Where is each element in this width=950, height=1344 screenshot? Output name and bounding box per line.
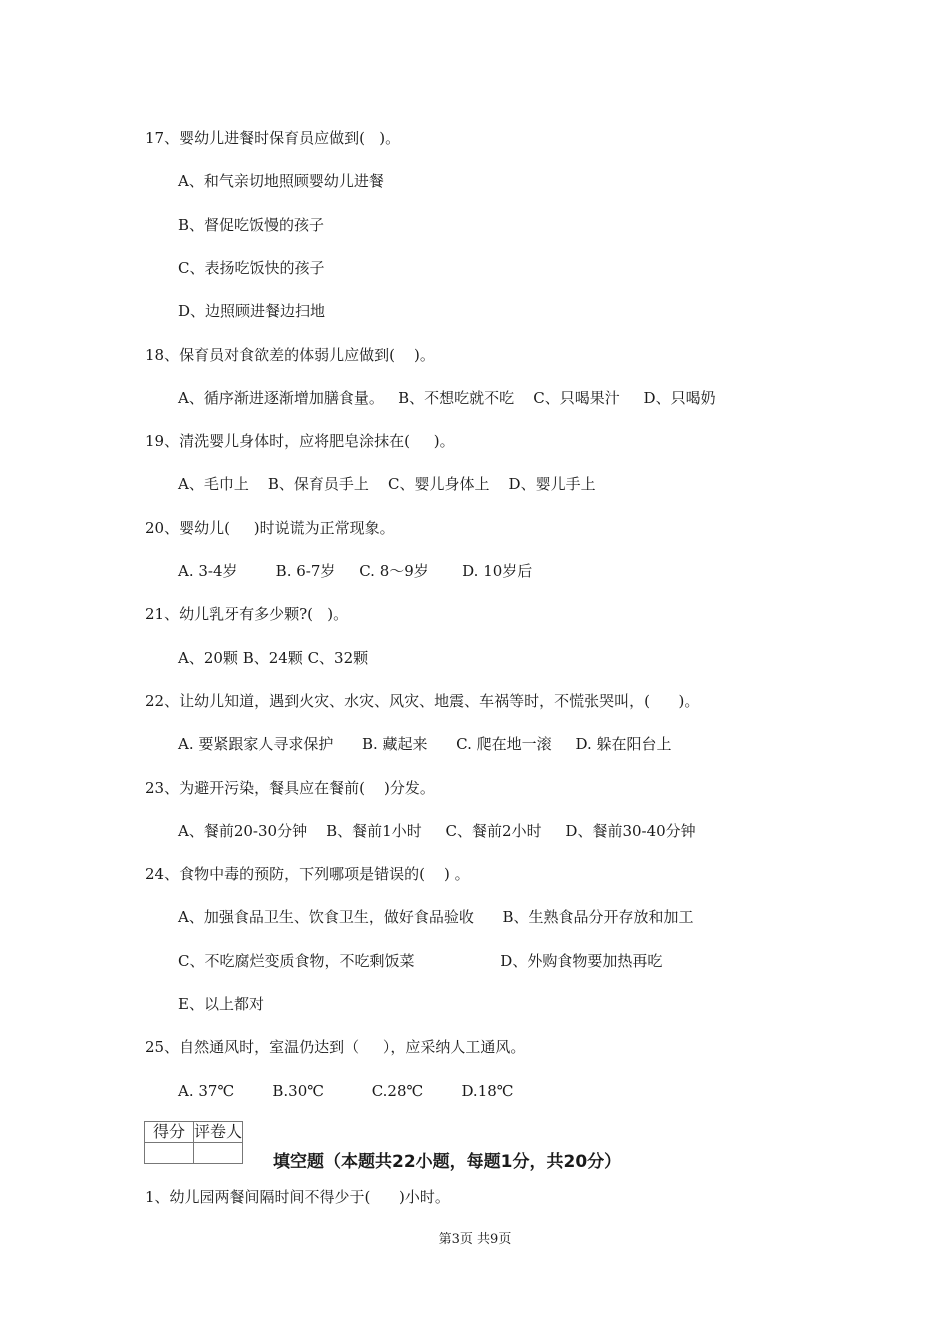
- question-option: A、餐前20-30分钟 B、餐前1小时 C、餐前2小时 D、餐前30-40分钟: [178, 822, 696, 840]
- score-cell: [145, 1143, 194, 1164]
- grader-label: 评卷人: [194, 1122, 243, 1141]
- score-table: [144, 1121, 243, 1164]
- question-option: C、不吃腐烂变质食物，不吃剩饭菜 D、外购食物要加热再吃: [178, 952, 663, 970]
- question-stem: 17、婴幼儿进餐时保育员应做到( )。: [145, 129, 401, 147]
- question-option: A、加强食品卫生、饮食卫生，做好食品验收 B、生熟食品分开存放和加工: [178, 908, 694, 926]
- question-option: C、表扬吃饭快的孩子: [178, 259, 325, 277]
- question-stem: 18、保育员对食欲差的体弱儿应做到( )。: [145, 346, 435, 364]
- question-stem: 20、婴幼儿( )时说谎为正常现象。: [145, 519, 395, 537]
- question-stem: 23、为避开污染，餐具应在餐前( )分发。: [145, 779, 435, 797]
- question-option: E、以上都对: [178, 995, 264, 1013]
- question-option: A、和气亲切地照顾婴幼儿进餐: [178, 172, 384, 190]
- fill-question: 1、幼儿园两餐间隔时间不得少于( )小时。: [145, 1188, 450, 1206]
- question-stem: 19、清洗婴儿身体时，应将肥皂涂抹在( )。: [145, 432, 455, 450]
- question-option: A、毛巾上 B、保育员手上 C、婴儿身体上 D、婴儿手上: [178, 475, 596, 493]
- question-stem: 21、幼儿乳牙有多少颗?( )。: [145, 605, 349, 623]
- question-option: A、循序渐进逐渐增加膳食量。 B、不想吃就不吃 C、只喝果汁 D、只喝奶: [178, 389, 716, 407]
- question-stem: 22、让幼儿知道，遇到火灾、水灾、风灾、地震、车祸等时，不慌张哭叫，( )。: [145, 692, 700, 710]
- grader-cell: [194, 1143, 243, 1164]
- question-option: A. 3-4岁 B. 6-7岁 C. 8～9岁 D. 10岁后: [178, 562, 533, 580]
- question-stem: 25、自然通风时，室温仍达到（ ），应采纳人工通风。: [145, 1038, 526, 1056]
- score-label: 得分: [145, 1122, 194, 1143]
- question-option: A、20颗 B、24颗 C、32颗: [178, 649, 369, 667]
- question-stem: 24、食物中毒的预防，下列哪项是错误的( ) 。: [145, 865, 470, 883]
- page-footer: 第3页 共9页: [438, 1232, 512, 1247]
- question-option: D、边照顾进餐边扫地: [178, 302, 326, 320]
- question-option: A. 要紧跟家人寻求保护 B. 藏起来 C. 爬在地一滚 D. 躲在阳台上: [178, 735, 672, 753]
- question-option: B、督促吃饭慢的孩子: [178, 216, 325, 234]
- section-title: 填空题（本题共22小题，每题1分，共20分）: [273, 1152, 622, 1172]
- question-option: A. 37℃ B.30℃ C.28℃ D.18℃: [178, 1082, 514, 1100]
